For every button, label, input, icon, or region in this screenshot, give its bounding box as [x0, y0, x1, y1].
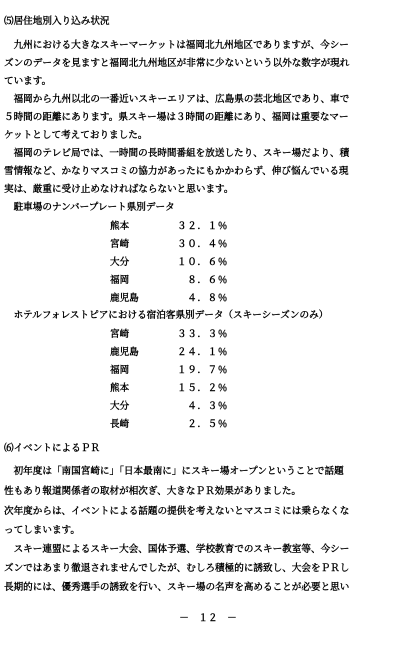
plate-data-row: [110, 294, 228, 304]
prefecture-name: 宮崎: [110, 329, 130, 340]
paragraph-line: 九州における大きなスキーマーケットは福岡北九州地区でありますが、今シー: [4, 40, 349, 51]
section-heading-residence: ⑸居住地別入り込み状況: [4, 16, 110, 27]
hotel-data-row: [110, 348, 228, 358]
prefecture-name: 鹿児島: [110, 293, 139, 304]
paragraph-line: ています。: [4, 76, 52, 87]
hotel-data-row: [110, 420, 228, 430]
percentage-value: ３２．１％: [177, 221, 228, 232]
paragraph-line: ５時間の距離にあります。県スキー場は３時間の距離にあり、福岡は重要なマー: [4, 112, 349, 123]
hotel-data-row: [110, 366, 228, 376]
paragraph-line: 長期的には、優秀選手の誘致を行い、スキー場の名声を高めることが必要と思い: [4, 582, 350, 593]
plate-data-row: [110, 258, 228, 268]
plate-data-row: [110, 276, 228, 286]
paragraph-line: 初年度は「南国宮崎に」「日本最南に」にスキー場オープンということで話題: [4, 466, 344, 477]
prefecture-name: 大分: [110, 257, 130, 268]
prefecture-name: 長崎: [110, 419, 130, 430]
prefecture-name: 福岡: [110, 365, 130, 376]
prefecture-name: 宮崎: [110, 239, 130, 250]
page-number: － １２ －: [179, 613, 237, 624]
percentage-value: ３０．４％: [177, 239, 228, 250]
paragraph-line: ズンのデータを見ますと福岡北九州地区が非常に少ないという以外な数字が現れ: [4, 58, 350, 69]
percentage-value: ３３．３％: [177, 329, 228, 340]
plate-data-row: [110, 240, 228, 250]
hotel-data-row: [110, 330, 228, 340]
hotel-data-row: [110, 402, 228, 412]
percentage-value: １５．２％: [177, 383, 228, 394]
section-heading-event-pr: ⑹イベントによるＰＲ: [4, 443, 100, 454]
paragraph-line: ズンではあまり徹退されませんでしたが、むしろ積極的に誘致し、大会をＰＲし: [4, 563, 350, 574]
paragraph-line: スキー連盟によるスキー大会、国体予選、学校教育でのスキー教室等、今シー: [4, 544, 350, 555]
paragraph-line: 福岡から九州以北の一番近いスキーエリアは、広島県の芸北地区であり、車で: [4, 94, 350, 105]
paragraph-line: 実は、厳重に受け止めなければならないと思います。: [4, 184, 234, 195]
percentage-value: ８．６％: [187, 275, 228, 286]
paragraph-line: 性もあり報道関係者の取材が相次ぎ、大きなＰＲ効果がありました。: [4, 486, 302, 497]
prefecture-name: 鹿児島: [110, 347, 139, 358]
prefecture-name: 大分: [110, 401, 130, 412]
percentage-value: １９．７％: [177, 365, 228, 376]
paragraph-line: 福岡のテレビ局では、一時間の長時間番組を放送したり、スキー場だより、積: [4, 148, 350, 159]
percentage-value: １０．６％: [177, 257, 228, 268]
prefecture-name: 福岡: [110, 275, 130, 286]
percentage-value: ４．３％: [187, 401, 228, 412]
plate-data-row: [110, 222, 228, 232]
plate-data-title: 駐車場のナンバープレート県別データ: [4, 202, 175, 213]
prefecture-name: 熊本: [110, 221, 130, 232]
percentage-value: ２４．１％: [177, 347, 228, 358]
paragraph-line: 雪情報など、かなりマスコミの協力があったにもかかわらず、伸び悩んでいる現: [4, 166, 349, 177]
paragraph-line: ケットとして考えておりました。: [4, 130, 148, 141]
percentage-value: ２．５％: [187, 419, 228, 430]
percentage-value: ４．８％: [187, 293, 228, 304]
hotel-data-title: ホテルフォレストピアにおける宿泊客県別データ（スキーシーズンのみ）: [4, 310, 329, 321]
prefecture-name: 熊本: [110, 383, 130, 394]
hotel-data-row: [110, 384, 228, 394]
paragraph-line: 次年度からは、イベントによる話題の提供を考えないとマスコミには乗らなくな: [4, 506, 350, 517]
paragraph-line: ってしまいます。: [4, 525, 80, 536]
